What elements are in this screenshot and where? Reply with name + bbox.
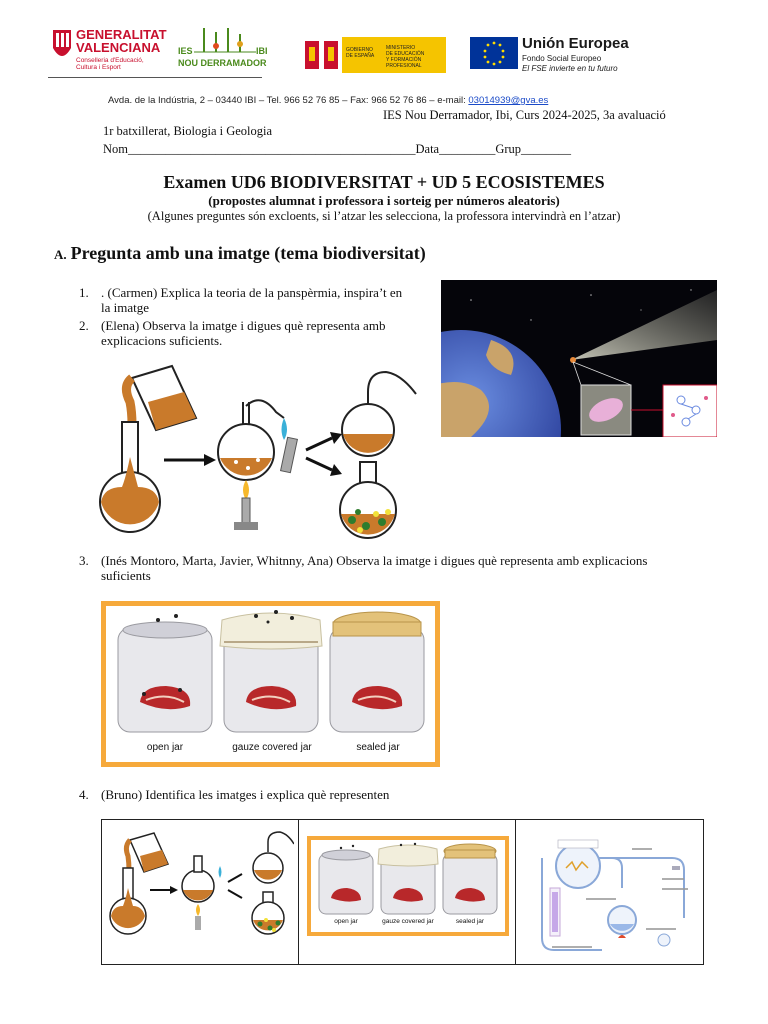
header-divider xyxy=(48,77,262,78)
open-jar-label: open jar xyxy=(146,742,184,753)
gas-chamber-icon xyxy=(556,844,600,888)
course-line: 1r batxillerat, Biologia i Geologia xyxy=(103,124,273,138)
burner-bottom-icon xyxy=(234,480,258,530)
jars-drawing xyxy=(106,606,435,762)
sealed-jar-icon xyxy=(330,612,424,732)
spain-coat-icon xyxy=(302,37,342,73)
gauze-jar-label: gauze covered jar xyxy=(232,742,312,753)
eu-subtitle: Fondo Social Europeo El FSE invierte en tu futuro xyxy=(522,54,618,73)
question-3: 3. (Inés Montoro, Marta, Javier, Whitnny, Ana) Observa la imatge i digues què representa amb explicacions suficients xyxy=(79,553,648,583)
flask-middle-icon xyxy=(218,400,284,480)
eu-flag-icon xyxy=(470,37,518,69)
school-address: Avda. de la Indústria, 2 – 03440 IBI – Tel. 966 52 76 85 – Fax: 966 52 76 86 – e-mail: 03014939@gva.es xyxy=(108,95,549,106)
miller-urey-apparatus-image xyxy=(522,828,700,958)
ibi-label: IBI xyxy=(256,46,268,56)
open-jar-thumb-label: open jar xyxy=(334,918,358,925)
gauze-jar-thumb-label: gauze covered jar xyxy=(382,918,434,925)
images-table xyxy=(101,819,704,965)
school-line: IES Nou Derramador, Ibi, Curs 2024-2025, 3a avaluació xyxy=(383,108,666,122)
exam-title: Examen UD6 BIODIVERSITAT + UD 5 ECOSISTEMES xyxy=(163,172,605,192)
question-2: 2. (Elena) Observa la imatge i digues què representa amb explicacions suficients. xyxy=(79,318,386,348)
ies-label: IES xyxy=(178,46,193,56)
jars-thumbnail xyxy=(307,836,509,936)
question-4: 4. (Bruno) Identifica les imatges i explica què representen xyxy=(79,787,390,802)
exam-subtitle: (propostes alumnat i professora i sorteig per números aleatoris) xyxy=(208,193,560,208)
flask-swan-neck-icon xyxy=(342,372,416,456)
open-jar-icon xyxy=(118,614,212,732)
question-1: 1. . (Carmen) Explica la teoria de la panspèrmia, inspira’t en la imatge xyxy=(79,285,403,315)
generalitat-name: GENERALITAT VALENCIANA xyxy=(76,27,167,55)
molecule-zoom xyxy=(663,385,717,437)
ies-logo xyxy=(176,26,272,74)
panspermia-image xyxy=(441,280,717,437)
flask-experiment-image xyxy=(96,362,422,542)
flask-left-icon xyxy=(100,422,160,532)
jars-image-large xyxy=(101,601,440,767)
gauze-jar-icon xyxy=(220,610,322,732)
section-a-heading: A. Pregunta amb una imatge (tema biodiversitat) xyxy=(54,243,426,263)
email-link[interactable]: 03014939@gva.es xyxy=(468,95,549,106)
flask-contaminated-icon xyxy=(340,462,396,538)
generalitat-department: Conselleria d'Educació, Cultura i Esport xyxy=(76,57,144,71)
exam-note: (Algunes preguntes són excloents, si l’atzar les selecciona, la professora intervindrà en l’atzar) xyxy=(147,209,621,223)
burner-side-icon xyxy=(281,418,298,473)
government-badge: GOBIERNO DE ESPAÑA MINISTERIO DE EDUCACIÓN Y FORMACIÓN PROFESIONAL xyxy=(342,37,446,73)
ies-school-name: NOU DERRAMADOR xyxy=(178,58,267,68)
flask-experiment-thumbnail xyxy=(108,830,294,940)
student-form-line: Nom______________________________________________Data_________Grup________ xyxy=(103,142,572,156)
generalitat-logo-icon xyxy=(50,26,74,66)
sealed-jar-thumb-label: sealed jar xyxy=(455,918,485,925)
eu-title: Unión Europea xyxy=(522,35,629,52)
sealed-jar-label: sealed jar xyxy=(356,742,400,753)
